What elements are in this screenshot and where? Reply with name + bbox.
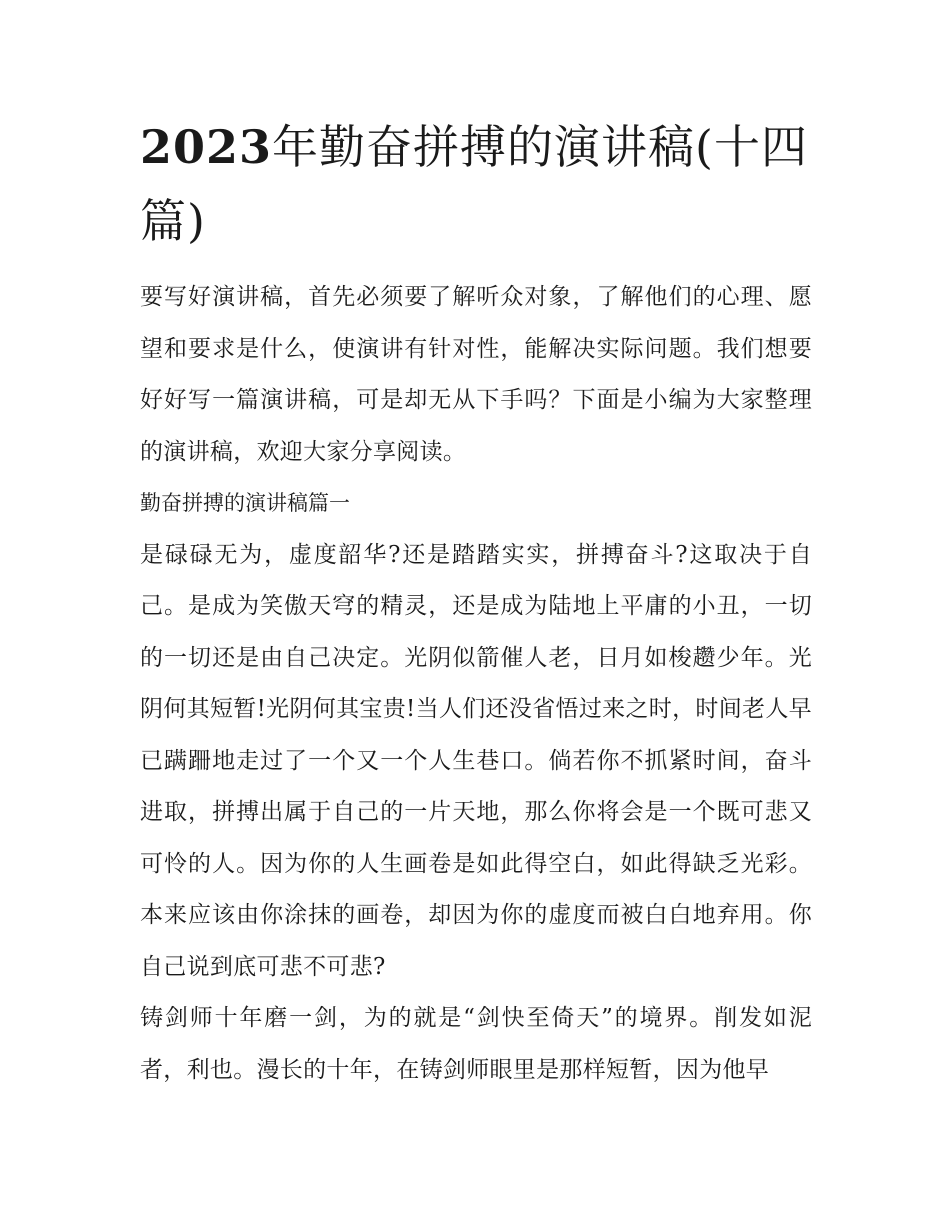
title-text: 年勤奋拼搏的演讲稿(十四篇): [140, 120, 808, 248]
body-paragraph-2: 铸剑师十年磨一剑，为的就是“剑快至倚天”的境界。削发如泥者，利也。漫长的十年，在铸剑师眼里是那样短暂，因为他早: [140, 1005, 812, 1083]
document-title: [140, 110, 812, 258]
document-page: [140, 110, 812, 1096]
title-year: 2023: [140, 120, 273, 174]
body-paragraph-1: 是碌碌无为，虚度韶华?还是踏踏实实，拼搏奋斗?这取决于自己。是成为笑傲天穹的精灵，还是成为陆地上平庸的小丑，一切的一切还是由自己决定。光阴似箭催人老，日月如梭趱少年。光阴何其短暂!光阴何其宝贵!当人们还没省悟过来之时，时间老人早已蹒跚地走过了一个又一个人生巷口。倘若你不抓紧时间，奋斗进取，拼搏出属于自己的一片天地，那么你将会是一个既可悲又可怜的人。因为你的人生画卷是如此得空白，如此得缺乏光彩。本来应该由你涂抹的画卷，却因为你的虚度而被白白地弃用。你自己说到底可悲不可悲?: [140, 541, 812, 980]
section-heading: 勤奋拼搏的演讲稿篇一: [140, 491, 350, 515]
intro-paragraph: 要写好演讲稿，首先必须要了解听众对象，了解他们的心理、愿望和要求是什么，使演讲有针对性，能解决实际问题。我们想要好好写一篇演讲稿，可是却无从下手吗？下面是小编为大家整理的演讲稿，欢迎大家分享阅读。: [140, 284, 812, 465]
